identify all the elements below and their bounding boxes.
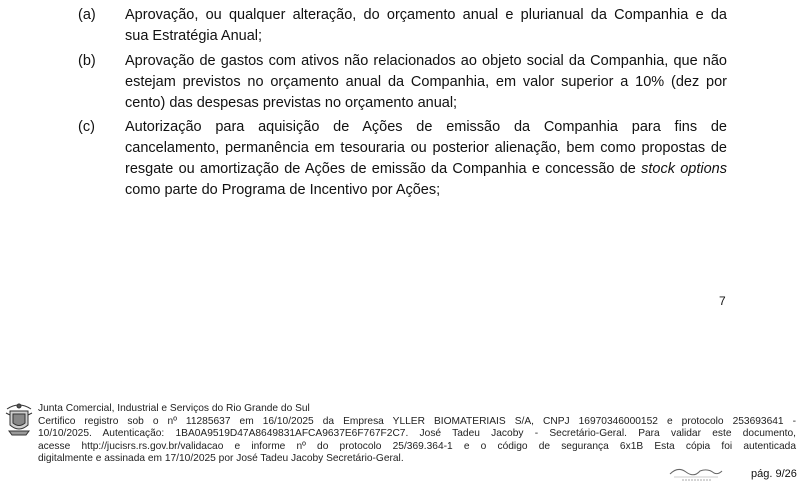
italic-term: stock options [641,161,727,177]
clause-line: sua Estratégia Anual; [125,28,263,44]
clause-text [125,5,727,47]
registration-footer [38,403,796,466]
clause-line: Aprovação de gastos com ativos não relacionados ao objeto social da Companhia, que não [125,53,727,69]
clause-line: estejam previstos no orçamento anual da Companhia, em valor superior a 10% (dez por [125,74,727,90]
pagination: pág. 9/26 [751,468,797,480]
coat-of-arms-icon [4,401,34,441]
clause-label: (c) [78,119,95,135]
clause-text [125,51,727,114]
page-number: 7 [719,294,726,308]
clause-text [125,117,727,201]
footer-line: Junta Comercial, Industrial e Serviços do Rio Grande do Sul [38,403,310,414]
clause-line: como parte do Programa de Incentivo por Ações; [125,182,441,198]
signature-icon [668,462,724,484]
footer-line: digitalmente e assinada em 17/10/2025 por José Tadeu Jacoby Secretário-Geral. [38,453,404,465]
footer-line: acesse http://jucisrs.rs.gov.br/validacao e informe nº do protocolo 25/369.364-1 e o código de segurança 6x1B Esta cópia foi autenticada [38,440,796,452]
clause-line-with-term [125,159,727,180]
clause-label: (b) [78,53,96,69]
clause-line: Autorização para aquisição de Ações de emissão da Companhia para fins de [125,119,727,135]
clause-line: cancelamento, permanência em tesouraria ou posterior alienação, bem como propostas de [125,140,727,156]
clause-label: (a) [78,7,96,23]
clause-line: cento) das despesas previstas no orçamento anual; [125,95,458,111]
clause-line: resgate ou amortização de Ações de emissão da Companhia e concessão de [125,161,636,177]
footer-line: 10/10/2025. Autenticação: 1BA0A9519D47A8649831AFCA9637E6F767F2C7. José Tadeu Jacoby - Secretário-Geral. Para validar este documento, [38,428,796,440]
footer-line: Certifico registro sob o nº 11285637 em 16/10/2025 da Empresa YLLER BIOMATERIAIS S/A, CNPJ 16970346000152 e protocolo 253693641 - [38,415,796,427]
clause-line: Aprovação, ou qualquer alteração, do orçamento anual e plurianual da Companhia e da [125,7,727,23]
